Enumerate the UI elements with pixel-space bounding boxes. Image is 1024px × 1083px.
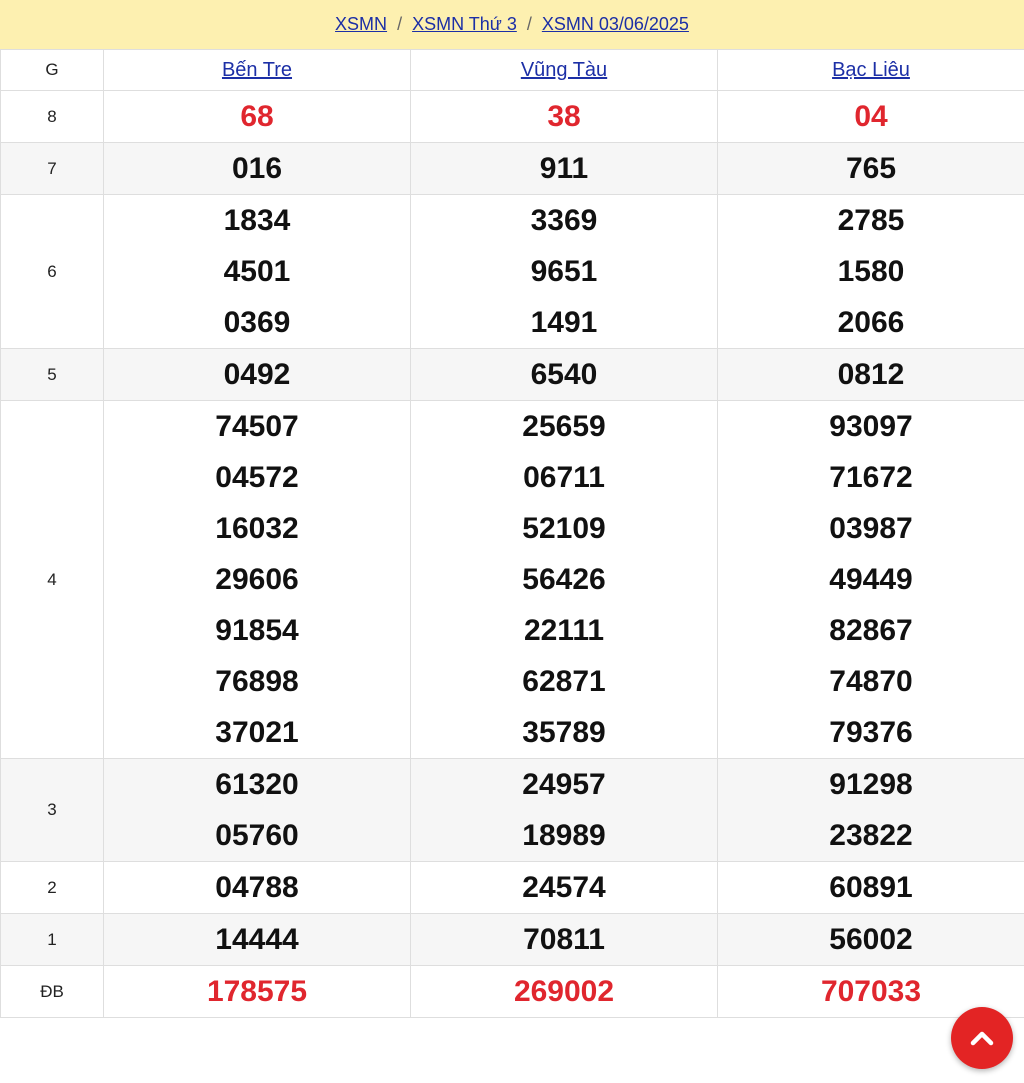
prize-label: ĐB [1,966,104,1018]
result-cell [104,966,411,1018]
result-cell [411,91,718,143]
winning-number: 178575 [206,975,308,1008]
result-cell [718,759,1024,862]
scroll-to-top-button[interactable] [951,1007,1013,1069]
winning-number: 29606 [215,563,299,596]
winning-number: 79376 [829,716,913,749]
winning-number: 707033 [820,975,922,1008]
province-header [104,50,411,91]
result-cell [411,966,718,1018]
page-header [0,0,1024,49]
breadcrumb-link-weekday[interactable]: XSMN Thứ 3 [412,14,517,34]
winning-number: 16032 [215,512,299,545]
winning-number: 24574 [522,871,606,904]
result-cell [411,195,718,349]
result-cell [104,914,411,966]
winning-number: 04788 [215,871,299,904]
lottery-results-table [0,49,1024,1018]
winning-number: 71672 [829,461,913,494]
winning-number: 56426 [522,563,606,596]
winning-number: 911 [539,152,589,185]
result-cell [411,349,718,401]
table-row [1,401,1024,759]
table-row [1,759,1024,862]
winning-number: 1491 [530,306,598,339]
winning-number: 82867 [829,614,913,647]
result-cell [104,862,411,914]
winning-number: 05760 [215,819,299,852]
prize-label: 8 [1,91,104,143]
winning-number: 0369 [223,306,291,339]
winning-number: 74870 [829,665,913,698]
breadcrumb-separator: / [397,14,403,34]
winning-number: 61320 [215,768,299,801]
province-link-vung-tau[interactable]: Vũng Tàu [520,58,608,81]
table-row [1,966,1024,1018]
chevron-up-icon [968,1024,996,1052]
prize-label: 7 [1,143,104,195]
results-body [1,91,1024,1018]
winning-number: 38 [547,100,581,133]
prize-label: 4 [1,401,104,759]
winning-number: 23822 [829,819,913,852]
province-header [718,50,1024,91]
result-cell [718,349,1024,401]
winning-number: 04 [854,100,888,133]
winning-number: 0812 [837,358,905,391]
winning-number: 016 [231,152,283,185]
breadcrumb-separator: / [526,14,532,34]
prize-label: 1 [1,914,104,966]
result-cell [718,91,1024,143]
winning-number: 03987 [829,512,913,545]
winning-number: 52109 [522,512,606,545]
table-row [1,91,1024,143]
winning-number: 60891 [829,871,913,904]
winning-number: 74507 [215,410,299,443]
province-link-ben-tre[interactable]: Bến Tre [221,58,293,81]
winning-number: 04572 [215,461,299,494]
winning-number: 37021 [215,716,299,749]
winning-number: 68 [240,100,274,133]
prize-label: 5 [1,349,104,401]
table-row [1,349,1024,401]
table-row [1,195,1024,349]
breadcrumb [0,14,1024,35]
winning-number: 4501 [223,255,291,288]
winning-number: 62871 [522,665,606,698]
result-cell [104,759,411,862]
result-cell [104,401,411,759]
winning-number: 91298 [829,768,913,801]
winning-number: 49449 [829,563,913,596]
result-cell [411,759,718,862]
winning-number: 9651 [530,255,598,288]
prize-label: 6 [1,195,104,349]
winning-number: 2066 [837,306,905,339]
winning-number: 70811 [523,923,605,956]
winning-number: 22111 [523,614,605,647]
table-row [1,143,1024,195]
result-cell [411,143,718,195]
result-cell [104,195,411,349]
winning-number: 24957 [522,768,606,801]
winning-number: 1834 [223,204,291,237]
winning-number: 76898 [215,665,299,698]
winning-number: 06711 [523,461,605,494]
result-cell [718,914,1024,966]
prize-label: 3 [1,759,104,862]
province-header [411,50,718,91]
table-row [1,914,1024,966]
winning-number: 3369 [530,204,598,237]
winning-number: 14444 [215,923,299,956]
winning-number: 269002 [513,975,615,1008]
winning-number: 1580 [837,255,905,288]
winning-number: 2785 [837,204,905,237]
province-link-bac-lieu[interactable]: Bạc Liêu [832,58,910,81]
result-cell [411,914,718,966]
winning-number: 765 [845,152,897,185]
result-cell [718,401,1024,759]
breadcrumb-link-xsmn[interactable]: XSMN [335,14,388,34]
winning-number: 91854 [215,614,299,647]
result-cell [104,91,411,143]
winning-number: 56002 [829,923,913,956]
winning-number: 6540 [530,358,598,391]
table-header-row [1,50,1024,91]
result-cell [718,195,1024,349]
result-cell [411,862,718,914]
prize-label: 2 [1,862,104,914]
table-row [1,862,1024,914]
winning-number: 18989 [522,819,606,852]
winning-number: 0492 [223,358,291,391]
winning-number: 93097 [829,410,913,443]
result-cell [104,349,411,401]
result-cell [411,401,718,759]
prize-column-header: G [1,50,104,91]
winning-number: 25659 [522,410,606,443]
breadcrumb-link-date[interactable]: XSMN 03/06/2025 [541,14,689,34]
winning-number: 35789 [522,716,606,749]
result-cell [104,143,411,195]
result-cell [718,143,1024,195]
result-cell [718,862,1024,914]
